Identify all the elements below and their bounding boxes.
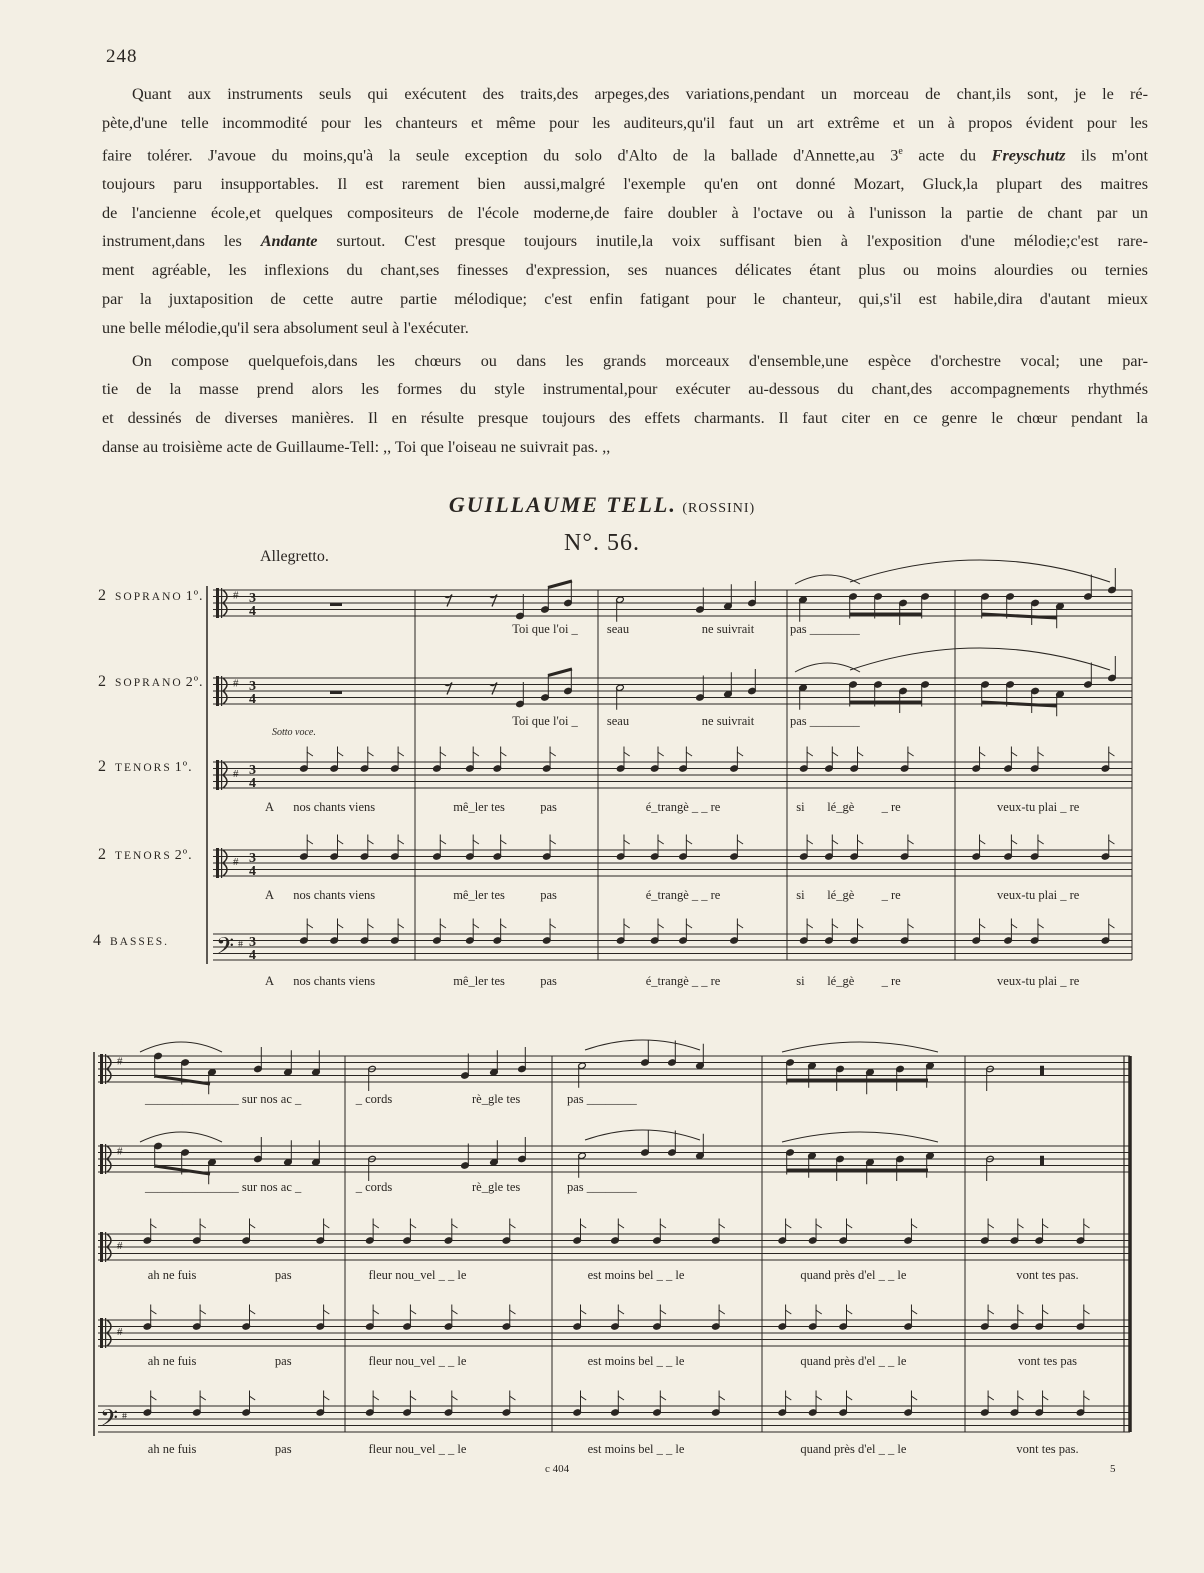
s2-voice5-m1-flag-3 xyxy=(249,1396,255,1400)
s1-voice4-clef-bar-thick xyxy=(216,848,219,878)
s1-voice3-m5-flag-2 xyxy=(1011,752,1017,756)
s2-voice5-m4-flag-2 xyxy=(816,1396,822,1400)
s1-voice5-m3-flag-1 xyxy=(624,924,630,928)
s2-voice4-m2-flag-1 xyxy=(373,1310,379,1314)
s2-voice3-m1-flag-4 xyxy=(323,1224,329,1228)
s1-lyric: _ re xyxy=(881,800,901,814)
s1-lyric: ne suivrait xyxy=(701,714,755,728)
text-run: e xyxy=(898,145,903,157)
s1-voice3-m4-flag-1 xyxy=(807,752,813,756)
s1-lyric: si xyxy=(796,888,805,902)
s2-voice3-m5-flag-3 xyxy=(1042,1224,1048,1228)
s1-voice5-m4-flag-1 xyxy=(807,924,813,928)
s2-lyric: fleur nou_vel _ _ le xyxy=(368,1442,467,1456)
s1-voice1-slur-2 xyxy=(850,560,1110,582)
s1-lyric: mê_ler tes xyxy=(453,888,505,902)
s1-lyric: A xyxy=(265,800,275,814)
voice-label-ord: 1º. xyxy=(174,760,193,775)
s1-voice4-m1-flag-2 xyxy=(337,840,343,844)
s2-lyric: ah ne fuis xyxy=(147,1442,197,1456)
s2-voice3-m4-flag-3 xyxy=(846,1224,852,1228)
s1-lyric: nos chants viens xyxy=(293,888,376,902)
s2-lyric: _______________ sur nos ac _ xyxy=(145,1180,302,1194)
s1-lyric: veux-tu plai _ re xyxy=(997,888,1080,902)
paragraph-1-line: pète,d'une telle incommodité pour les chanteurs et même pour les auditeurs,qu'il faut un art extrême et un à propos évident pour les xyxy=(102,113,1148,132)
s2-voice4-m5-flag-1 xyxy=(988,1310,994,1314)
s1-voice4-m2-flag-3 xyxy=(500,840,506,844)
s2-voice3-m2-flag-4 xyxy=(509,1224,515,1228)
voice-label-vname: BASSES. xyxy=(110,936,170,948)
s2-lyric: vont tes pas xyxy=(1017,1354,1078,1368)
s2-voice3-m4-flag-2 xyxy=(816,1224,822,1228)
s2-voice5-m3-flag-4 xyxy=(719,1396,725,1400)
opera-name: GUILLAUME TELL. xyxy=(448,492,677,517)
s1-voice5-clef-sharp: # xyxy=(238,939,243,950)
s2-voice2-slur-2 xyxy=(585,1130,700,1140)
s1-lyric: lé_gè xyxy=(827,888,855,902)
s2-lyric: est moins bel _ _ le xyxy=(587,1268,685,1282)
s2-voice4-m1-flag-3 xyxy=(249,1310,255,1314)
s2-voice1-beam-1 xyxy=(155,1076,210,1084)
s1-lyric: pas xyxy=(540,974,557,988)
s2-voice4-m5-flag-4 xyxy=(1084,1310,1090,1314)
s1-voice5-m3-flag-2 xyxy=(658,924,664,928)
s2-voice2-slur-1 xyxy=(140,1132,222,1142)
s2-voice4-m4-flag-2 xyxy=(816,1310,822,1314)
s1-voice3-m3-flag-2 xyxy=(658,752,664,756)
s1-voice1-clef-sharp: # xyxy=(233,589,239,602)
s1-voice4-time-numerator: 3 xyxy=(249,851,256,866)
s2-voice1-slur-2 xyxy=(585,1040,700,1050)
paragraph-2-line: tie de la masse prend alors les formes du style instrumental,pour exécuter au-dessous du chant,des accompagnements rhythmés xyxy=(102,380,1148,399)
s2-lyric: est moins bel _ _ le xyxy=(587,1354,685,1368)
s1-voice4-m4-flag-4 xyxy=(908,840,914,844)
s1-voice2-time-numerator: 3 xyxy=(249,679,256,694)
s1-voice1-slur-1 xyxy=(795,575,860,584)
s1-voice3-m4-flag-4 xyxy=(908,752,914,756)
s2-voice5-m4-flag-1 xyxy=(785,1396,791,1400)
s2-voice4-clef-sharp: # xyxy=(117,1325,123,1338)
text-run: Andante xyxy=(260,232,318,251)
s2-voice5-m2-flag-1 xyxy=(373,1396,379,1400)
s1-voice3-m2-flag-4 xyxy=(550,752,556,756)
voice-label-vname: TENORS xyxy=(115,762,172,774)
s2-lyric: vont tes pas. xyxy=(1016,1268,1079,1282)
s1-voice4-m1-flag-3 xyxy=(368,840,374,844)
s2-voice5-m5-flag-2 xyxy=(1018,1396,1024,1400)
s2-voice2-beam-1 xyxy=(155,1166,210,1174)
s2-lyric: rè_gle tes xyxy=(471,1180,521,1194)
text-run: acte du xyxy=(902,145,992,164)
s1-voice5-m2-flag-4 xyxy=(550,924,556,928)
s1-voice4-m2-flag-2 xyxy=(473,840,479,844)
s2-lyric: est moins bel _ _ le xyxy=(587,1442,685,1456)
s1-voice5-m1-flag-2 xyxy=(337,924,343,928)
s2-voice4-m5-flag-3 xyxy=(1042,1310,1048,1314)
dynamic-marking: Sotto voce. xyxy=(272,727,316,738)
s2-voice5-m5-flag-3 xyxy=(1042,1396,1048,1400)
s2-voice3-m3-flag-3 xyxy=(660,1224,666,1228)
s2-voice1-slur-3 xyxy=(782,1042,938,1052)
s1-voice3-m3-flag-4 xyxy=(737,752,743,756)
s1-voice3-m3-flag-1 xyxy=(624,752,630,756)
s2-voice4-m2-flag-2 xyxy=(410,1310,416,1314)
s1-voice3-clef-bar-thick xyxy=(216,760,219,790)
s1-lyric: é_trangè _ _ re xyxy=(645,800,721,814)
s1-lyric: A xyxy=(265,888,275,902)
s1-lyric: é_trangè _ _ re xyxy=(645,974,721,988)
s2-lyric: pas xyxy=(274,1442,292,1456)
s2-voice3-m1-flag-2 xyxy=(200,1224,206,1228)
paragraph-1-line: par la juxtaposition de cette autre partie mélodique; c'est enfin fatigant pour le chanteur, qui,s'il est habile,dira d'autant mieux xyxy=(102,289,1148,308)
s1-voice5-m3-flag-4 xyxy=(737,924,743,928)
s1-voice1-beam-1 xyxy=(548,581,572,588)
s1-voice5-clef: 𝄢 xyxy=(216,932,235,965)
s1-voice1-beam-3 xyxy=(982,614,1057,618)
s1-voice4-time-denominator: 4 xyxy=(249,864,256,879)
s2-voice1-quarter-rest xyxy=(1040,1066,1044,1076)
s2-lyric: _ cords xyxy=(355,1180,393,1194)
s1-lyric: si xyxy=(796,800,805,814)
s1-voice2-whole-rest xyxy=(330,691,342,694)
s2-voice3-m2-flag-3 xyxy=(452,1224,458,1228)
s2-lyric: fleur nou_vel _ _ le xyxy=(368,1354,467,1368)
voice-label-count: 4 xyxy=(93,932,102,949)
s1-voice4-m5-flag-2 xyxy=(1011,840,1017,844)
s1-voice4-m3-flag-3 xyxy=(686,840,692,844)
s1-voice4-m5-flag-4 xyxy=(1108,840,1114,844)
s2-voice4-m4-flag-1 xyxy=(785,1310,791,1314)
s2-voice5-clef: 𝄢 xyxy=(100,1404,119,1437)
s2-voice3-m5-flag-1 xyxy=(988,1224,994,1228)
voice-label-vname: SOPRANO xyxy=(115,677,183,689)
s2-voice3-m1-flag-3 xyxy=(249,1224,255,1228)
paragraph-2-line: On compose quelquefois,dans les chœurs ou dans les grands morceaux d'ensemble,une espèce d'orchestre vocal; une par- xyxy=(132,351,1148,370)
footer-mark-left: c 404 xyxy=(545,1463,570,1475)
s1-voice4-m2-flag-4 xyxy=(550,840,556,844)
voice-label-vname: TENORS xyxy=(115,850,172,862)
s1-lyric: seau xyxy=(606,622,630,636)
s1-voice2-clef-sharp: # xyxy=(233,677,239,690)
s2-lyric: _______________ sur nos ac _ xyxy=(145,1092,302,1106)
s1-voice4-m4-flag-3 xyxy=(857,840,863,844)
s1-voice3-m1-flag-2 xyxy=(337,752,343,756)
paragraph-2-line: danse au troisième acte de Guillaume-Tell: ,, Toi que l'oiseau ne suivrait pas. ,, xyxy=(102,437,611,456)
s1-voice5-m2-flag-1 xyxy=(440,924,446,928)
s2-voice3-m3-flag-4 xyxy=(719,1224,725,1228)
s1-voice3-time-denominator: 4 xyxy=(249,776,256,791)
s1-lyric: ne suivrait xyxy=(701,622,755,636)
s2-voice4-m3-flag-1 xyxy=(580,1310,586,1314)
s2-lyric: pas ________ xyxy=(567,1180,637,1194)
s1-lyric: nos chants viens xyxy=(293,800,376,814)
s1-voice5-m5-flag-4 xyxy=(1108,924,1114,928)
text-run: surtout. C'est presque toujours inutile,la voix suffisant bien à l'exposition d'une mélodie;c'est rare- xyxy=(317,232,1148,251)
s2-voice3-m2-flag-1 xyxy=(373,1224,379,1228)
paragraph-1-line: toujours paru insupportables. Il est rarement bien aussi,malgré l'exemple qu'en ont donné Mozart, Gluck,la plupart des maitres xyxy=(102,174,1148,193)
s1-voice3-m1-flag-4 xyxy=(398,752,404,756)
s2-voice3-m3-flag-1 xyxy=(580,1224,586,1228)
s2-voice1-slur-1 xyxy=(140,1042,222,1052)
s1-lyric: si xyxy=(796,974,805,988)
s1-voice4-m3-flag-2 xyxy=(658,840,664,844)
s1-voice3-m5-flag-3 xyxy=(1038,752,1044,756)
s2-voice5-m1-flag-4 xyxy=(323,1396,329,1400)
s1-voice5-m5-flag-1 xyxy=(979,924,985,928)
s1-lyric: lé_gè xyxy=(827,800,855,814)
s1-voice1-whole-rest xyxy=(330,603,342,606)
s2-lyric: quand près d'el _ _ le xyxy=(800,1268,907,1282)
paragraph-2-line: et dessinés de diverses manières. Il en résulte presque toujours des effets charmants. Il faut citer en ce genre le chœur pendant la xyxy=(102,409,1148,428)
s2-voice5-m3-flag-2 xyxy=(618,1396,624,1400)
paragraph-1-line: ment agréable, les inflexions du chant,ses finesses d'expression, ses nuances délicates étant plus ou moins alourdies ou ternies xyxy=(102,261,1148,280)
s1-voice5-m1-flag-3 xyxy=(368,924,374,928)
s2-voice5-m2-flag-2 xyxy=(410,1396,416,1400)
s1-voice4-m4-flag-1 xyxy=(807,840,813,844)
s1-voice4-m5-flag-1 xyxy=(979,840,985,844)
s1-voice3-m5-flag-4 xyxy=(1108,752,1114,756)
s2-voice3-m2-flag-2 xyxy=(410,1224,416,1228)
s2-voice5-m4-flag-4 xyxy=(911,1396,917,1400)
s2-voice4-m4-flag-3 xyxy=(846,1310,852,1314)
s1-lyric: Toi que l'oi _ xyxy=(512,622,578,636)
s2-voice5-m3-flag-1 xyxy=(580,1396,586,1400)
s2-voice5-m5-flag-4 xyxy=(1084,1396,1090,1400)
paragraph-1-line: de l'ancienne école,et quelques compositeurs de l'école moderne,de faire doubler à l'octave ou à l'unisson la partie de chant par un xyxy=(102,203,1148,222)
footer-mark-right: 5 xyxy=(1110,1463,1116,1475)
composer-name: (ROSSINI) xyxy=(682,501,756,516)
text-run: faire tolérer. J'avoue du moins,qu'à la seule exception du solo d'Alto de la ballade d'Annette,au 3 xyxy=(102,145,899,164)
voice-label-count: 2 xyxy=(98,673,107,690)
s1-voice1-time-denominator: 4 xyxy=(249,604,256,619)
s1-lyric: _ re xyxy=(881,888,901,902)
s2-voice4-clef-bar-thick xyxy=(100,1318,103,1348)
text-run: instrument,dans les xyxy=(102,232,261,251)
s1-lyric: _ re xyxy=(881,974,901,988)
s2-lyric: rè_gle tes xyxy=(471,1092,521,1106)
s1-lyric: seau xyxy=(606,714,630,728)
s2-lyric: ah ne fuis xyxy=(147,1268,197,1282)
s2-voice4-m3-flag-4 xyxy=(719,1310,725,1314)
voice-label-count: 2 xyxy=(98,846,107,863)
s1-voice1-clef-bar-thick xyxy=(216,588,219,618)
s2-voice1-clef-bar-thick xyxy=(100,1054,103,1084)
s1-voice3-m1-flag-1 xyxy=(307,752,313,756)
s1-lyric: mê_ler tes xyxy=(453,974,505,988)
voice-label-ord: 2º. xyxy=(185,675,204,690)
s2-voice3-m5-flag-4 xyxy=(1084,1224,1090,1228)
s1-voice3-m4-flag-2 xyxy=(832,752,838,756)
s2-voice3-clef-bar-thick xyxy=(100,1232,103,1262)
s2-voice2-clef-sharp: # xyxy=(117,1145,123,1158)
s1-voice5-m4-flag-3 xyxy=(857,924,863,928)
s1-voice3-time-numerator: 3 xyxy=(249,763,256,778)
s2-lyric: quand près d'el _ _ le xyxy=(800,1354,907,1368)
s2-voice3-m5-flag-2 xyxy=(1018,1224,1024,1228)
s2-voice3-m1-flag-1 xyxy=(150,1224,156,1228)
s1-voice5-m4-flag-4 xyxy=(908,924,914,928)
s1-voice5-m5-flag-3 xyxy=(1038,924,1044,928)
s1-lyric: Toi que l'oi _ xyxy=(512,714,578,728)
voice-label-ord: 1º. xyxy=(185,589,204,604)
s2-voice4-m1-flag-4 xyxy=(323,1310,329,1314)
s1-voice5-m1-flag-1 xyxy=(307,924,313,928)
s2-lyric: vont tes pas. xyxy=(1016,1442,1079,1456)
s2-voice5-m5-flag-1 xyxy=(988,1396,994,1400)
s1-lyric: é_trangè _ _ re xyxy=(645,888,721,902)
s2-voice4-m1-flag-2 xyxy=(200,1310,206,1314)
s2-voice5-m4-flag-3 xyxy=(846,1396,852,1400)
voice-label-ord: 2º. xyxy=(174,848,193,863)
s1-voice4-m3-flag-1 xyxy=(624,840,630,844)
s2-voice4-m3-flag-3 xyxy=(660,1310,666,1314)
s1-voice3-m2-flag-3 xyxy=(500,752,506,756)
s1-voice4-m4-flag-2 xyxy=(832,840,838,844)
s1-voice3-m2-flag-1 xyxy=(440,752,446,756)
s1-voice4-m5-flag-3 xyxy=(1038,840,1044,844)
s2-lyric: quand près d'el _ _ le xyxy=(800,1442,907,1456)
s1-voice4-m1-flag-4 xyxy=(398,840,404,844)
s1-voice5-time-denominator: 4 xyxy=(249,948,256,963)
s2-lyric: _ cords xyxy=(355,1092,393,1106)
s1-voice3-clef-sharp: # xyxy=(233,767,239,780)
s1-voice4-m1-flag-1 xyxy=(307,840,313,844)
s1-voice5-m5-flag-2 xyxy=(1011,924,1017,928)
s2-voice2-clef-bar-thick xyxy=(100,1144,103,1174)
s1-voice5-m2-flag-2 xyxy=(473,924,479,928)
s2-voice4-m4-flag-4 xyxy=(911,1310,917,1314)
s2-voice5-clef-sharp: # xyxy=(122,1411,127,1422)
s1-lyric: pas xyxy=(540,800,557,814)
s2-voice4-m2-flag-3 xyxy=(452,1310,458,1314)
text-run: ils m'ont xyxy=(1065,145,1148,164)
s2-lyric: fleur nou_vel _ _ le xyxy=(368,1268,467,1282)
s2-voice2-slur-3 xyxy=(782,1132,938,1142)
s1-voice3-m5-flag-1 xyxy=(979,752,985,756)
s1-lyric: mê_ler tes xyxy=(453,800,505,814)
s1-voice5-m4-flag-2 xyxy=(832,924,838,928)
s2-voice1-clef-sharp: # xyxy=(117,1055,123,1068)
s2-voice2-quarter-rest xyxy=(1040,1156,1044,1166)
s1-voice2-slur-1 xyxy=(795,663,860,672)
s1-lyric: A xyxy=(265,974,275,988)
s1-voice1-time-numerator: 3 xyxy=(249,591,256,606)
s1-voice2-slur-2 xyxy=(850,648,1110,670)
s1-lyric: lé_gè xyxy=(827,974,855,988)
s2-voice5-m3-flag-3 xyxy=(660,1396,666,1400)
voice-label-count: 2 xyxy=(98,758,107,775)
s2-voice5-m2-flag-3 xyxy=(452,1396,458,1400)
s1-voice5-m2-flag-3 xyxy=(500,924,506,928)
s2-voice3-m4-flag-4 xyxy=(911,1224,917,1228)
s1-voice3-m1-flag-3 xyxy=(368,752,374,756)
s2-voice4-m5-flag-2 xyxy=(1018,1310,1024,1314)
s1-voice3-m4-flag-3 xyxy=(857,752,863,756)
s1-voice5-m3-flag-3 xyxy=(686,924,692,928)
s2-voice5-m2-flag-4 xyxy=(509,1396,515,1400)
s1-lyric: pas ________ xyxy=(790,714,860,728)
s2-voice5-m1-flag-2 xyxy=(200,1396,206,1400)
s2-lyric: ah ne fuis xyxy=(147,1354,197,1368)
s1-lyric: veux-tu plai _ re xyxy=(997,800,1080,814)
s1-voice5-time-numerator: 3 xyxy=(249,935,256,950)
s1-voice4-m3-flag-4 xyxy=(737,840,743,844)
s2-voice5-m1-flag-1 xyxy=(150,1396,156,1400)
s2-voice4-m2-flag-4 xyxy=(509,1310,515,1314)
text-run: Freyschutz xyxy=(991,145,1066,164)
s1-lyric: nos chants viens xyxy=(293,974,376,988)
s2-voice4-m1-flag-1 xyxy=(150,1310,156,1314)
s2-lyric: pas ________ xyxy=(567,1092,637,1106)
voice-label-vname: SOPRANO xyxy=(115,591,183,603)
voice-label-count: 2 xyxy=(98,587,107,604)
s1-voice4-clef-sharp: # xyxy=(233,855,239,868)
s2-voice4-m3-flag-2 xyxy=(618,1310,624,1314)
s1-voice5-m1-flag-4 xyxy=(398,924,404,928)
s2-voice3-clef-sharp: # xyxy=(117,1239,123,1252)
s2-lyric: pas xyxy=(274,1268,292,1282)
s1-voice4-m2-flag-1 xyxy=(440,840,446,844)
s1-lyric: pas ________ xyxy=(790,622,860,636)
s1-voice2-beam-1 xyxy=(548,669,572,676)
s1-voice3-m2-flag-2 xyxy=(473,752,479,756)
s1-voice2-clef-bar-thick xyxy=(216,676,219,706)
paragraph-1-line: Quant aux instruments seuls qui exécutent des traits,des arpeges,des variations,pendant un morceau de chant,ils sont, je le ré- xyxy=(132,85,1148,103)
s2-voice3-m4-flag-1 xyxy=(785,1224,791,1228)
s1-voice2-time-denominator: 4 xyxy=(249,692,256,707)
s2-lyric: pas xyxy=(274,1354,292,1368)
tempo-marking: Allegretto. xyxy=(260,548,329,565)
s1-lyric: veux-tu plai _ re xyxy=(997,974,1080,988)
paragraph-1-line: une belle mélodie,qu'il sera absolument seul à l'exécuter. xyxy=(102,318,469,337)
page-number: 248 xyxy=(106,46,138,67)
s1-voice3-m3-flag-3 xyxy=(686,752,692,756)
piece-number: N°. 56. xyxy=(564,530,640,556)
s1-voice2-beam-3 xyxy=(982,702,1057,706)
s1-lyric: pas xyxy=(540,888,557,902)
s2-voice3-m3-flag-2 xyxy=(618,1224,624,1228)
